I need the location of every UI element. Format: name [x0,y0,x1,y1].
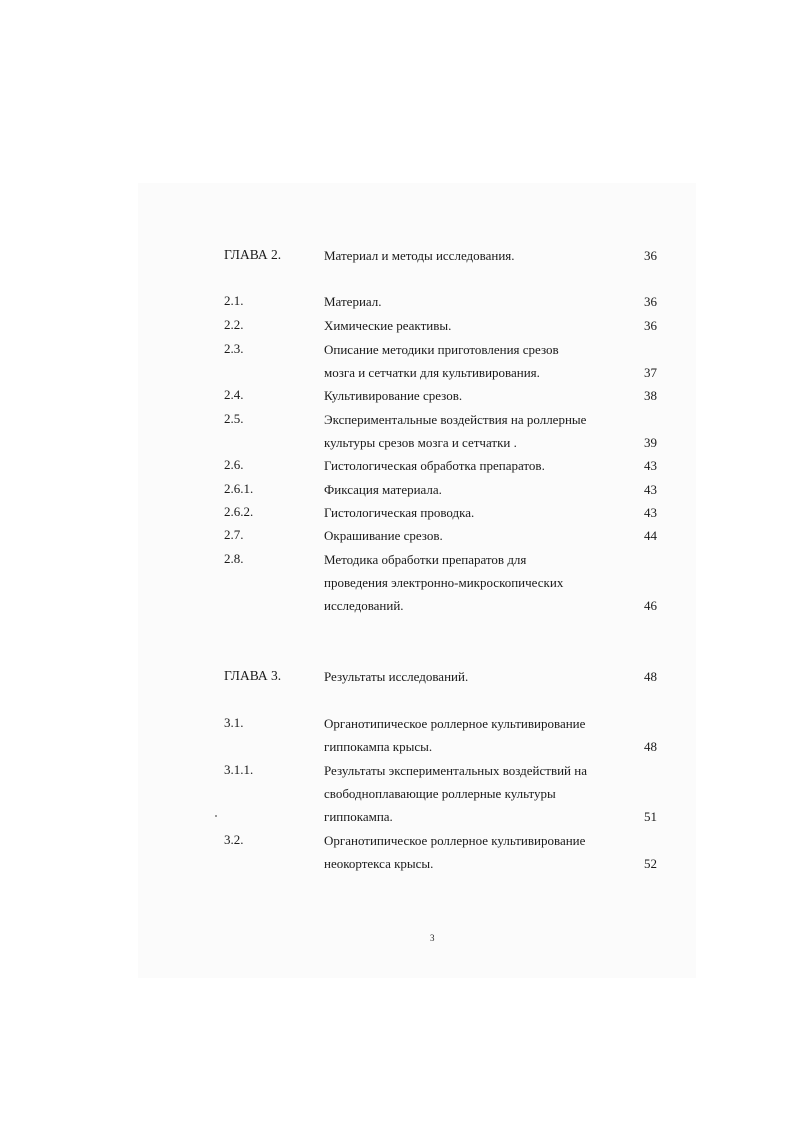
toc-page: 46 [644,598,657,613]
toc-title-line: Культивирование срезов. [324,388,463,403]
toc-title-line: Химические реактивы. [324,318,452,333]
toc-entry-2-1 [0,290,795,312]
toc-number: 3.2. [224,832,244,847]
toc-title-line: неокортекса крысы. [324,856,434,871]
toc-page: 43 [644,482,657,497]
toc-title-line: Материал. [324,294,382,309]
toc-page: 51 [644,809,657,824]
toc-title-line: мозга и сетчатки для культивирования. [324,365,540,380]
toc-number: ГЛАВА 3. [224,668,282,683]
toc-number: 2.5. [224,411,244,426]
toc-page: 38 [644,388,657,403]
toc-title-line: Гистологическая проводка. [324,505,475,520]
toc-title-line: гиппокампа крысы. [324,739,433,754]
toc-page: 36 [644,248,657,263]
page-number: 3 [430,933,435,943]
toc-page: 36 [644,318,657,333]
toc-number: 2.3. [224,341,244,356]
toc-number: 2.4. [224,387,244,402]
toc-number: 3.1. [224,715,244,730]
toc-title-line: Органотипическое роллерное культивирование [324,833,586,848]
toc-page: 48 [644,739,657,754]
toc-entry-2-4 [0,384,795,406]
toc-number: 2.6.2. [224,504,254,519]
toc-title-line: Описание методики приготовления срезов [324,342,559,357]
toc-title-line: Фиксация материала. [324,482,442,497]
toc-title-line: Материал и методы исследования. [324,248,515,263]
toc-page: 48 [644,669,657,684]
toc-title-line: исследований. [324,598,404,613]
toc-title-line: Методика обработки препаратов для [324,552,527,567]
toc-number: 2.8. [224,551,244,566]
toc-number: 2.1. [224,293,244,308]
toc-entry-2-7 [0,524,795,546]
toc-entry-2-8 [0,548,795,613]
toc-page: 36 [644,294,657,309]
toc-page: 43 [644,505,657,520]
toc-number: 3.1.1. [224,762,254,777]
toc-title-line: Результаты экспериментальных воздействий на [324,763,587,778]
toc-page: 52 [644,856,657,871]
toc-entry-2-2 [0,314,795,336]
toc-number: 2.6. [224,457,244,472]
toc-page: 44 [644,528,657,543]
toc-entry-2-5 [0,408,795,450]
toc-title-line: Органотипическое роллерное культивирование [324,716,586,731]
toc-number: ГЛАВА 2. [224,247,282,262]
toc-entry-2-3 [0,338,795,380]
toc-entry-2-6-2 [0,501,795,523]
toc-title-line: свободноплавающие роллерные культуры [324,786,556,801]
toc-chapter-3 [0,665,795,687]
scan-speck [215,815,217,817]
toc-number: 2.6.1. [224,481,254,496]
toc-page: 43 [644,458,657,473]
toc-entry-2-6 [0,454,795,476]
toc-title-line: Гистологическая обработка препаратов. [324,458,545,473]
toc-chapter-2 [0,244,795,266]
toc-number: 2.2. [224,317,244,332]
toc-title-line: гиппокампа. [324,809,393,824]
toc-page: 37 [644,365,657,380]
toc-title-line: Окрашивание срезов. [324,528,443,543]
toc-page: 39 [644,435,657,450]
toc-title-line: проведения электронно-микроскопических [324,575,564,590]
toc-title-line: Результаты исследований. [324,669,469,684]
toc-entry-2-6-1 [0,478,795,500]
toc-entry-3-1-1 [0,759,795,824]
toc-title-line: культуры срезов мозга и сетчатки . [324,435,517,450]
toc-number: 2.7. [224,527,244,542]
toc-entry-3-1 [0,712,795,754]
toc-entry-3-2 [0,829,795,871]
toc-title-line: Экспериментальные воздействия на роллерные [324,412,587,427]
